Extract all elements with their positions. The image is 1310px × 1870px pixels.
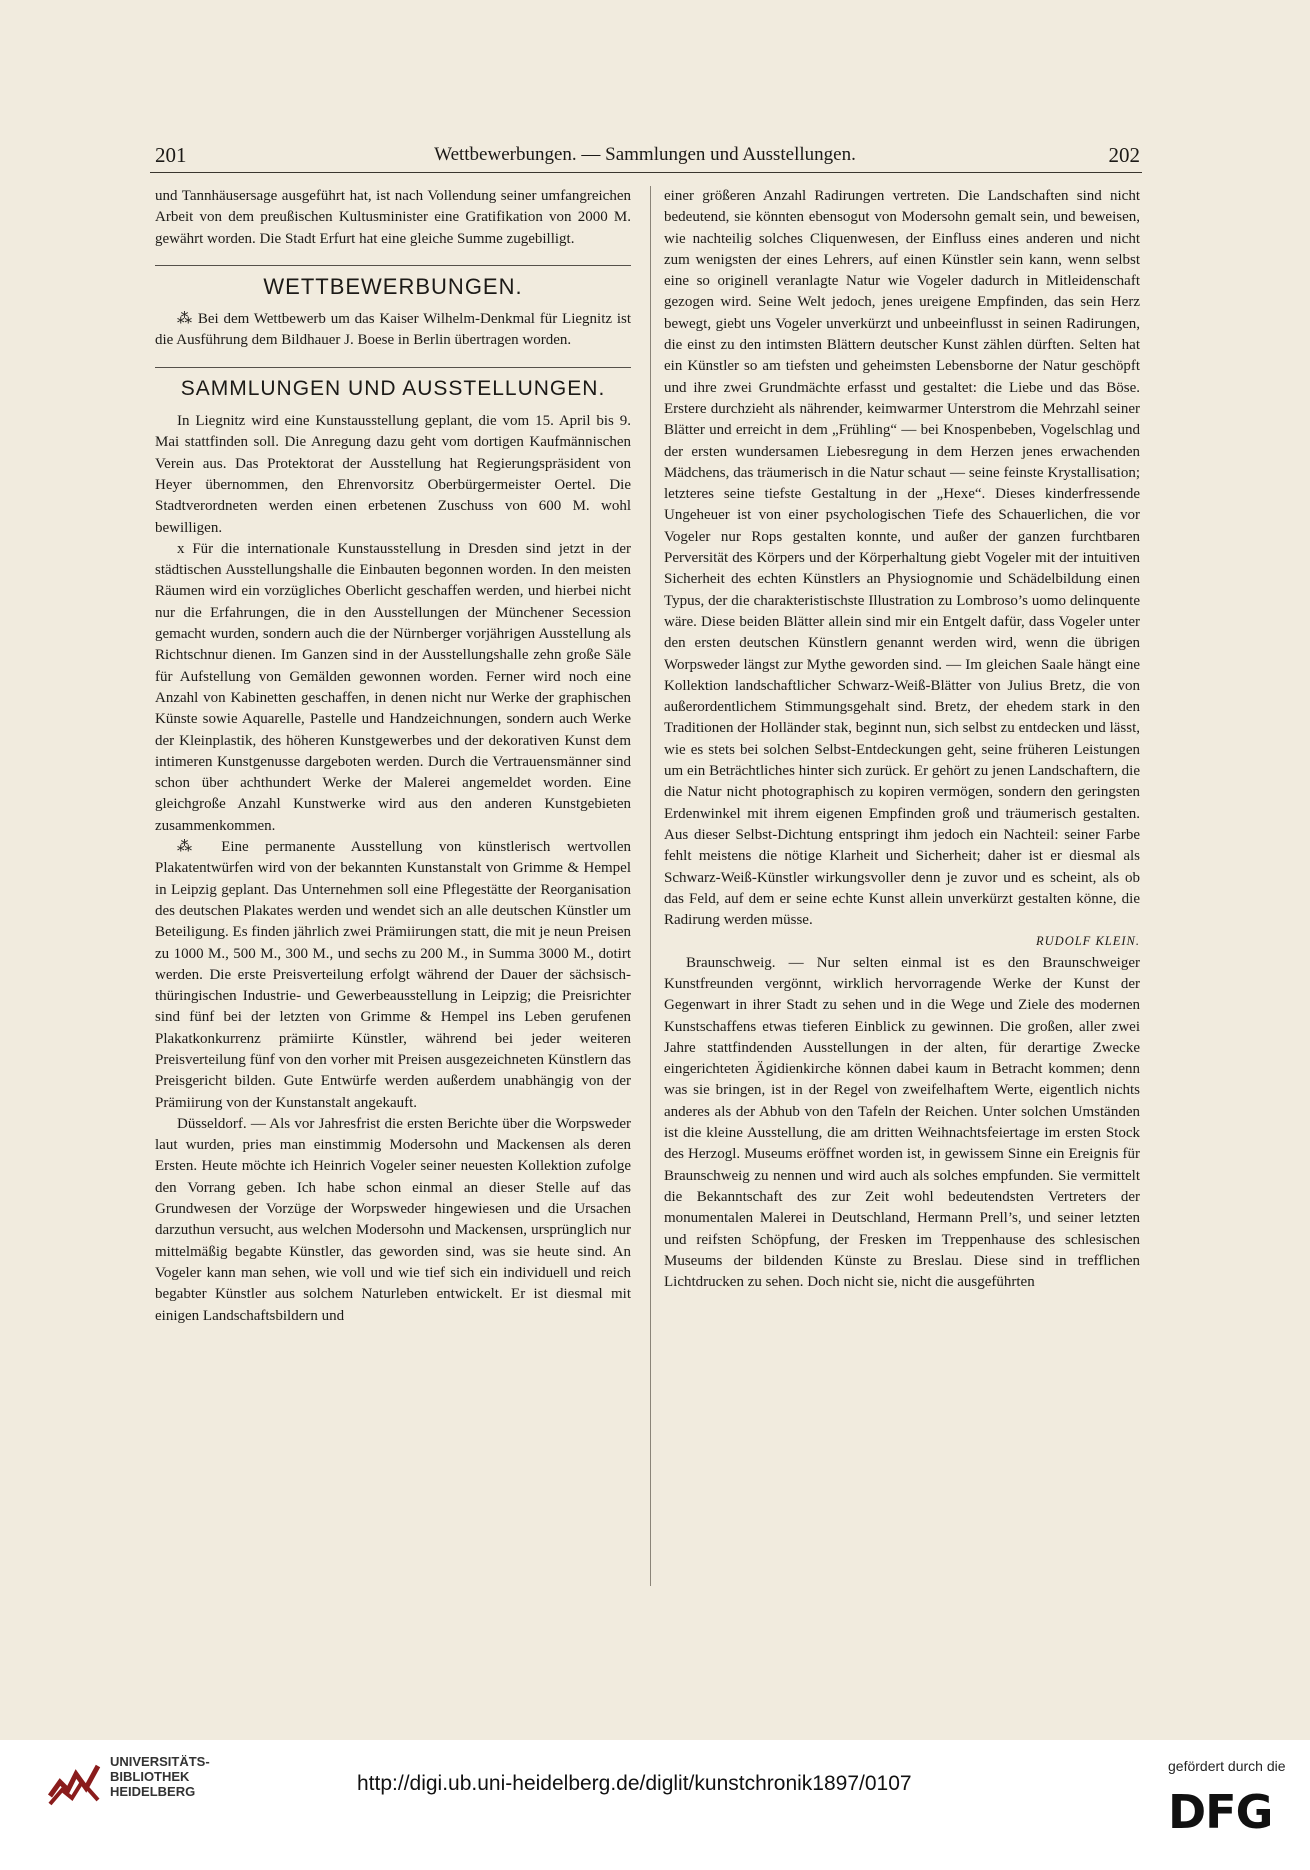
heading-wettbewerbungen: WETTBEWERBUNGEN. xyxy=(263,273,523,299)
section-rule xyxy=(155,265,631,266)
header-rule xyxy=(150,172,1142,173)
right-column xyxy=(664,186,1140,1586)
library-name-line1: UNIVERSITÄTS- xyxy=(110,1754,210,1769)
page-number-left: 201 xyxy=(155,143,187,167)
library-name-line3: HEIDELBERG xyxy=(110,1784,196,1799)
heading-sammlungen: SAMMLUNGEN UND AUSSTELLUNGEN. xyxy=(180,376,606,400)
page-number-right: 202 xyxy=(1108,143,1140,167)
paragraph-braunschweig: Braunschweig. — Nur selten einmal ist es den Braunschweiger Kunstfreunden vergönnt, wirklich hervorragende Werke der Kunst der Gegenwart in ihrer Stadt zu sehen und in die Wege und Ziele des modernen Kunstschaffens etwas tieferen Einblick zu gewinnen. Die großen, aller zwei Jahre stattfindenden Ausstellungen in der alten, für derartige Zwecke eingerichteten Ägidienkirche können dabei kaum in Betracht kommen; denn was sie bringen, ist in der Regel von zweifelhaftem Werte, eigentlich nichts anderes als der Abhub von den Tafeln der Reichen. Unter solchen Umständen ist die kleine Ausstellung, die am dritten Weihnachtsfeiertage im ersten Stock des Herzogl. Museums eröffnet worden ist, in gewissem Sinne ein Ereignis für Braunschweig zu nennen und wird auch als solches empfunden. Sie vermittelt die Bekanntschaft des zur Zeit wohl bedeutendsten Vertreters der monumentalen Malerei in Deutschland, Hermann Prell’s, und seiner letzten und reifsten Schöpfung, der Fresken im Treppenhause des schlesischen Museums der bildenden Künste zu Breslau. Diese sind in trefflichen Lichtdrucken zu sehen. Doch nicht sie, nicht die ausgeführten xyxy=(664,954,1140,1291)
running-head xyxy=(150,140,1140,170)
permalink-url[interactable]: http://digi.ub.uni-heidelberg.de/diglit/kunstchronik1897/0107 xyxy=(357,1772,912,1795)
author-signature: RUDOLF KLEIN. xyxy=(1036,934,1140,949)
left-column xyxy=(155,186,631,1586)
paragraph-continued: einer größeren Anzahl Radirungen vertreten. Die Landschaften sind nicht bedeutend, sie könnten ebensogut von Modersohn gemalt sein, und beweisen, wie nachteilig solches Cliquenwesen, der Einfluss eines anderen und nicht zum wenigsten der eines Lehrers, auf einen Künstler sein kann, wenn selbst eine so originell veranlagte Natur wie Vogeler dadurch in Mitleidenschaft gezogen wird. Seine Welt jedoch, jenes ureigene Empfinden, das sein Herz bewegt, giebt uns Vogeler unverkürzt und unbeeinflusst in seinen Radirungen, die einst zu den intimsten Blättern deutscher Kunst zählen dürften. Selten hat ein Künstler so am tiefsten und geheimsten Lebensborne der Natur geschöpft und ihre zwei Grundmächte erfasst und gestaltet: die Liebe und das Böse. Erstere durchzieht als nährender, keimwarmer Unterstrom die Mehrzahl seiner Blätter und erreicht in dem „Frühling“ — bei Knospenbeben, Vogelschlag und der ersten wundersamen Liebesregung in dem Herzen jenes erwachenden Mädchens, das träumerisch in die Natur schaut — seine feinste Krystallisation; letzteres seine tiefste Gestaltung in der „Hexe“. Dieses kinderfressende Ungeheuer ist von einer psychologischen Tiefe des Schauerlichen, die vor Vogeler nur Rops gestalten konnte, und außer der ganzen furchtbaren Perversität des Körpers und der Körperhaltung giebt Vogeler mit der intuitiven Sicherheit des echten Künstlers an Physiognomie und Schädelbildung einen Typus, der die charakteristischste Illustration zu Lombroso’s uomo delinquente wäre. Diese beiden Blätter allein sind mir ein Entgelt dafür, dass Vogeler unter den ersten deutschen Künstlern genannt werden wird, wenn die übrigen Worpsweder längst zur Mythe geworden sind. — Im gleichen Saale hängt eine Kollektion landschaftlicher Schwarz-Weiß-Blätter von Julius Bretz, die von außerordentlichem Stimmungsgehalt sind. Bretz, der ehedem stark in den Traditionen der Holländer stak, beginnt nun, sich selbst zu entdecken und lässt, wie es stets bei solchen Selbst-Entdeckungen geht, seine früheren Leistungen um ein Beträchtliches hinter sich zurück. Er gehört zu jenen Landschaftern, die die Natur nicht photographisch zu kopiren vermögen, sondern den geringsten Erdenwinkel mit ihrem eigenen Empfinden groß und träumerisch gestalten. Aus dieser Selbst-Dichtung entspringt ihm jedoch ein Nachteil: seiner Farbe fehlt meistens die nötige Klarheit und Sicherheit; daher ist er diesmal als Schwarz-Weiß-Künstler wirkungsvoller denn je zuvor und es scheint, als ob das Feld, auf dem er seine echte Kunst allein unverkürzt gestalten könne, die Radirung werden müsse. xyxy=(664,188,1140,929)
university-seal-icon xyxy=(46,1752,102,1808)
library-name-line2: BIBLIOTHEK xyxy=(110,1769,190,1784)
paragraph-liegnitz: In Liegnitz wird eine Kunstausstellung geplant, die vom 15. April bis 9. Mai stattfinden soll. Die Anregung dazu geht vom dortigen Kaufmännischen Verein aus. Das Protektorat der Ausstellung hat Regierungspräsident von Heyer übernommen, den Ehrenvorsitz Oberbürgermeister Oertel. Die Stadtverordneten werden einen erbetenen Zuschuss von 600 M. wohl bewilligen. xyxy=(155,413,631,536)
dfg-logo[interactable]: DFG xyxy=(1168,1785,1273,1839)
column-separator xyxy=(650,186,651,1586)
funding-note: gefördert durch die xyxy=(1168,1758,1286,1774)
paragraph-intro: und Tannhäusersage ausgeführt hat, ist nach Vollendung seiner umfangreichen Arbeit von dem preußischen Kultusminister eine Gratifikation von 2000 M. gewährt worden. Die Stadt Erfurt hat eine gleiche Summe zugebilligt. xyxy=(155,188,631,247)
library-logo-text[interactable] xyxy=(110,1754,210,1799)
paragraph-dresden: x Für die internationale Kunstausstellung in Dresden sind jetzt in der städtischen Ausstellungshalle die Einbauten begonnen worden. In den meisten Räumen wird ein vorzügliches Oberlicht geschaffen werden, und hierbei nicht nur die Erfahrungen, die in den Ausstellungen der Münchener Secession gemacht wurden, sondern auch die der Nürnberger vorjährigen Ausstellung als Richtschnur dienen. Im Ganzen sind in der Ausstellungshalle zehn große Säle für Aufstellung von Gemälden gewonnen worden. Ferner wird noch eine Anzahl von Kabinetten geschaffen, in denen nicht nur Werke der graphischen Künste sowie Aquarelle, Pastelle und Handzeichnungen, sondern auch Werke der Kleinplastik, des höheren Kunstgewerbes und der dekorativen Kunst dem intimeren Kunstgenusse dargeboten werden. Durch die Vertrauensmänner sind schon über achthundert Werke der Malerei angemeldet worden. Eine gleichgroße Anzahl Kunstwerke wird aus den anderen Kunstgebieten zusammenkommen. xyxy=(155,540,631,834)
running-title: Wettbewerbungen. — Sammlungen und Ausstellungen. xyxy=(434,144,856,165)
paragraph-plakat: ⁂ Eine permanente Ausstellung von künstlerisch wertvollen Plakatentwürfen wird von der bekannten Kunstanstalt von Grimme & Hempel in Leipzig geplant. Das Unternehmen soll eine Pflegestätte der Reorganisation des deutschen Plakates werden und wendet sich an alle deutschen Künstler um Beteiligung. Es finden jährlich zwei Prämiirungen statt, die mit je neun Preisen zu 1000 M., 500 M., 300 M., und sechs zu 200 M., in Summa 3000 M., dotirt werden. Die erste Preisverteilung erfolgt während der Dauer der sächsisch-thüringischen Industrie- und Gewerbeausstellung in Leipzig; die Preisrichter sind fünf bei der letzten von Grimme & Hempel ins Leben gerufenen Plakatkonkurrenz prämiirte Künstler, während bei jeder weiteren Preisverteilung fünf von den vorher mit Preisen ausgezeichneten Künstlern das Preisgericht bilden. Gute Entwürfe werden außerdem unabhängig von der Prämiirung von der Kunstanstalt angekauft. xyxy=(155,839,631,1111)
section-rule xyxy=(155,367,631,368)
paragraph-duesseldorf: Düsseldorf. — Als vor Jahresfrist die ersten Berichte über die Worpsweder laut wurden, pries man einstimmig Modersohn und Mackensen als deren Ersten. Heute möchte ich Heinrich Vogeler seiner neuesten Kollektion zufolge den Vorrang geben. Ich habe schon einmal an dieser Stelle auf das Grundwesen der Vorzüge der Worpsweder hingewiesen und die Ursachen darzuthun versucht, aus welchen Modersohn und Mackensen, ursprünglich nur mittelmäßig begabte Künstler, das geworden sind, was sie heute sind. An Vogeler kann man sehen, wie voll und wie tief sich ein individuell und reich begabter Künstler aus solchem Naturleben entwickelt. Er ist diesmal mit einigen Landschaftsbildern und xyxy=(155,1115,631,1324)
paragraph-wettbewerb: ⁂ Bei dem Wettbewerb um das Kaiser Wilhelm-Denkmal für Liegnitz ist die Ausführung dem Bildhauer J. Boese in Berlin übertragen worden. xyxy=(155,311,631,349)
